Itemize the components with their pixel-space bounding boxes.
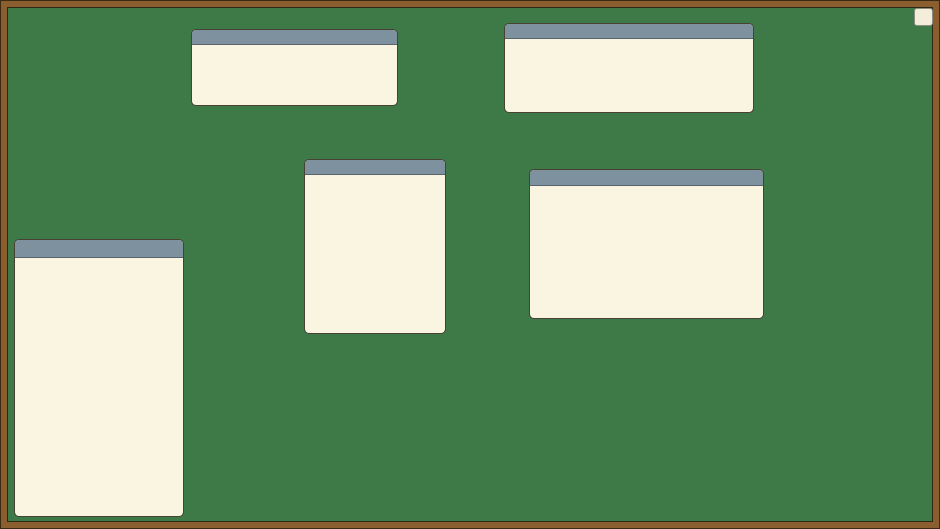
reserve-help-text: [305, 175, 445, 191]
objective-panel-header: [505, 24, 753, 39]
tableau-help-text: [530, 186, 763, 204]
draw-help-text: [192, 45, 397, 57]
objective-help-text: [505, 39, 753, 51]
tableau-panel-header: [530, 170, 763, 186]
controls-panel-header: [15, 240, 183, 258]
controls-list: [15, 258, 183, 265]
close-button[interactable]: [914, 8, 933, 26]
objective-help-panel: [504, 23, 754, 113]
draw-help-panel: [191, 29, 398, 106]
draw-panel-header: [192, 30, 397, 45]
reserve-panel-header: [305, 160, 445, 175]
reserve-help-panel: [304, 159, 446, 334]
controls-panel: [14, 239, 184, 517]
tableau-help-panel: [529, 169, 764, 319]
